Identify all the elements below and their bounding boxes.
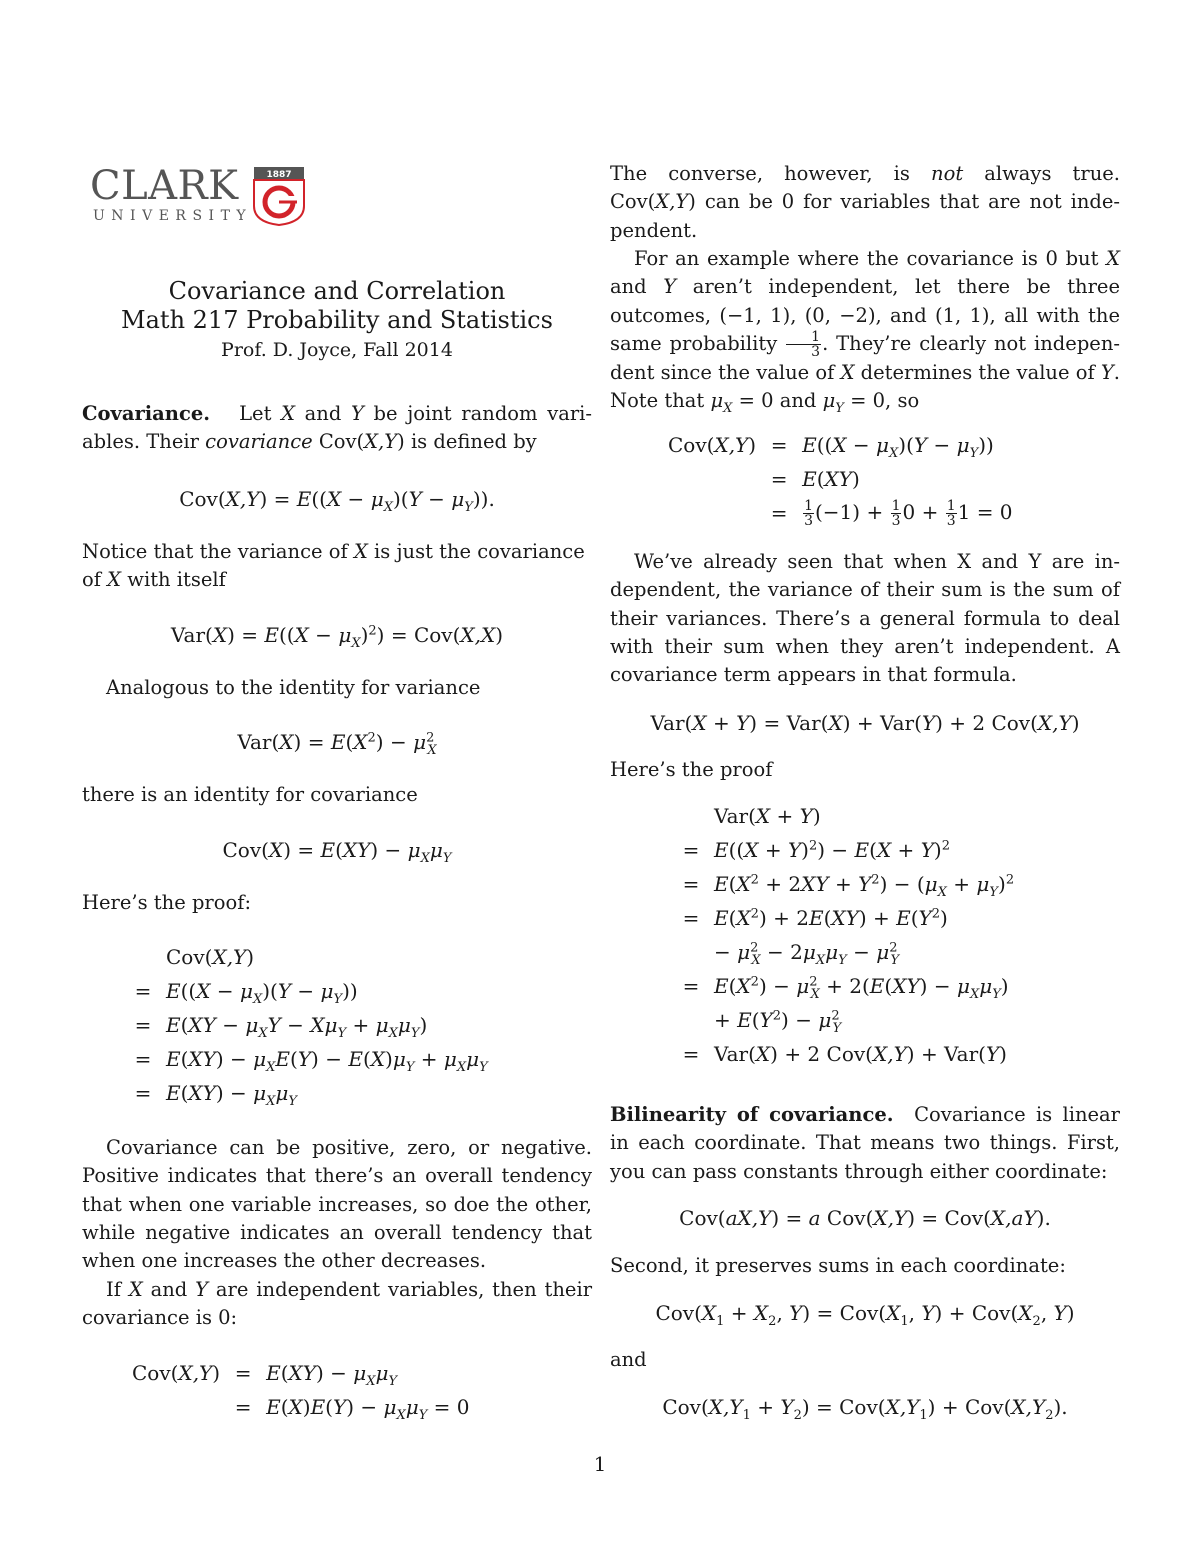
bilinearity-para: Bilinearity of covariance. Covariance is linear in each coordinate. That means two things. First, you can pass constants through either coordinate: — [610, 1103, 1121, 1183]
page-title: Covariance and Correlation — [168, 277, 506, 305]
logo-subtitle: UNIVERSITY — [93, 208, 253, 224]
zero-covariance-example-para: For an example where the covariance is 0 but X and Y aren’t independent, let there be three outcomes, (−1, 1), (0, −2), and (1, 1), all with the same probability $\frac{1}{3}$ . They’re clearly not indepen- dent since the value of X determines the value of Y. Note that $\mu_X = 0$ and $\mu_Y = 0$, so — [610, 247, 1120, 417]
course-title: Math 217 Probability and Statistics — [121, 306, 553, 334]
author-line: Prof. D. Joyce, Fall 2014 — [221, 339, 453, 361]
covariance-proof-derivation: Cov(X,Y) = $E((X - \mu_X)(Y - \mu_Y))$ = $E(XY - \mu_XY - X\mu_Y + \mu_X\mu_Y)$ = $E(XY) - \mu_XE(Y) - E(X)\mu_Y + \mu_X\mu_Y$ = $E(XY) - \mu_X\mu_Y$ — [134, 945, 488, 1109]
proof-intro-right: Here’s the proof — [610, 758, 773, 781]
variance-of-sum-para: We’ve already seen that when X and Y are in- dependent, the variance of their sum is the sum of their variances. There’s a general formula to deal with their sum when they aren’t independent. A covariance term appears in that formula. — [610, 550, 1120, 687]
identity-intro-para: there is an identity for covariance — [82, 783, 418, 806]
clark-university-logo — [90, 163, 305, 228]
clark-seal-icon — [253, 166, 305, 226]
independence-para: If X and Y are independent variables, then their covariance is 0: — [82, 1278, 593, 1330]
variance-of-sum-proof: Var(X + Y) = $E((X + Y)^2) - E(X + Y)^2$ = $E(X^2 + 2XY + Y^2) - (\mu_X + \mu_Y)^2$ = $E(X^2) + 2E(XY) + E(Y^2)$ − $\mu^2_X - 2\mu_X\mu_Y - \mu^2_Y$ = $E(X^2) - \mu^2_X + 2(E(XY) - \mu_X\mu_Y)$ + $E(Y^2) - \mu^2_Y$ = Var(X) + 2 Cov(X,Y) + Var(Y) — [682, 804, 1015, 1066]
sum-second-coordinate-equation: $Cov(X,Y_1 + Y_2) = Cov(X,Y_1) + Cov(X,Y_2)$. — [662, 1395, 1068, 1423]
bilinearity-heading: Bilinearity of covariance. — [610, 1103, 894, 1126]
example-covariance-derivation: Cov(X,Y) = $E((X - \mu_X)(Y - \mu_Y))$ = E(XY) = $\frac{1}{3}$ (−1) + $\frac{1}{3}$ 0 + $\frac{1}{3}$ 1 = 0 — [668, 433, 1013, 529]
covariance-heading: Covariance. — [82, 402, 211, 425]
logo-name: CLARK — [90, 163, 239, 209]
logo-year: 1887 — [266, 170, 292, 180]
and-word: and — [610, 1348, 647, 1371]
covariance-definition-equation: $Cov(X,Y) = E((X - \mu_X)(Y - \mu_Y))$. — [179, 487, 495, 515]
variance-of-sum-equation: Var(X + Y) = Var(X) + Var(Y) + 2 Cov(X,Y) — [650, 711, 1080, 735]
covariance-identity-equation: $Cov(X) = E(XY) - \mu_X\mu_Y$ — [222, 838, 452, 866]
constants-equation: Cov(aX,Y) = a Cov(X,Y) = Cov(X,aY). — [679, 1206, 1051, 1230]
covariance-term: covariance — [205, 430, 313, 454]
fraction-one-third: $\frac{1}{3}$ — [786, 330, 821, 359]
covariance-sign-para: Covariance can be positive, zero, or negative. Positive indicates that there’s an overall tendency that when one variable increases, so doe the other, while negative indicates an overall tendency that when one increases the other decreases. — [82, 1136, 592, 1273]
sum-first-coordinate-equation: $Cov(X_1 + X_2$, $Y) = Cov(X_1$, $Y) + Cov(X_2$, Y) — [655, 1301, 1075, 1329]
converse-para: The converse, however, is not always true. Cov(X,Y) can be 0 for variables that are not inde- pendent. — [610, 162, 1120, 242]
variance-covariance-equation: $Var(X) = E((X - \mu_X)^2) = Cov(X,X)$ — [170, 623, 504, 651]
variance-as-covariance-para: Notice that the variance of X is just the covariance of X with itself — [82, 540, 585, 592]
page-number: 1 — [593, 1452, 607, 1476]
covariance-definition-para: Covariance. Let X and Y be joint random vari- ables. Their covariance Cov(X,Y) is defined by — [82, 402, 592, 454]
variance-identity-equation: $Var(X) = E(X^2) - \mu^2_X$ — [237, 730, 437, 758]
sums-intro-para: Second, it preserves sums in each coordinate: — [610, 1254, 1066, 1277]
analogous-para: Analogous to the identity for variance — [106, 676, 481, 699]
independence-covariance-equation: Cov(X,Y) = $E(XY) - \mu_X\mu_Y$ = $E(X)E(Y) - \mu_X\mu_Y = 0$ — [132, 1361, 470, 1423]
title-block — [82, 277, 592, 365]
proof-intro-left: Here’s the proof: — [82, 891, 252, 914]
